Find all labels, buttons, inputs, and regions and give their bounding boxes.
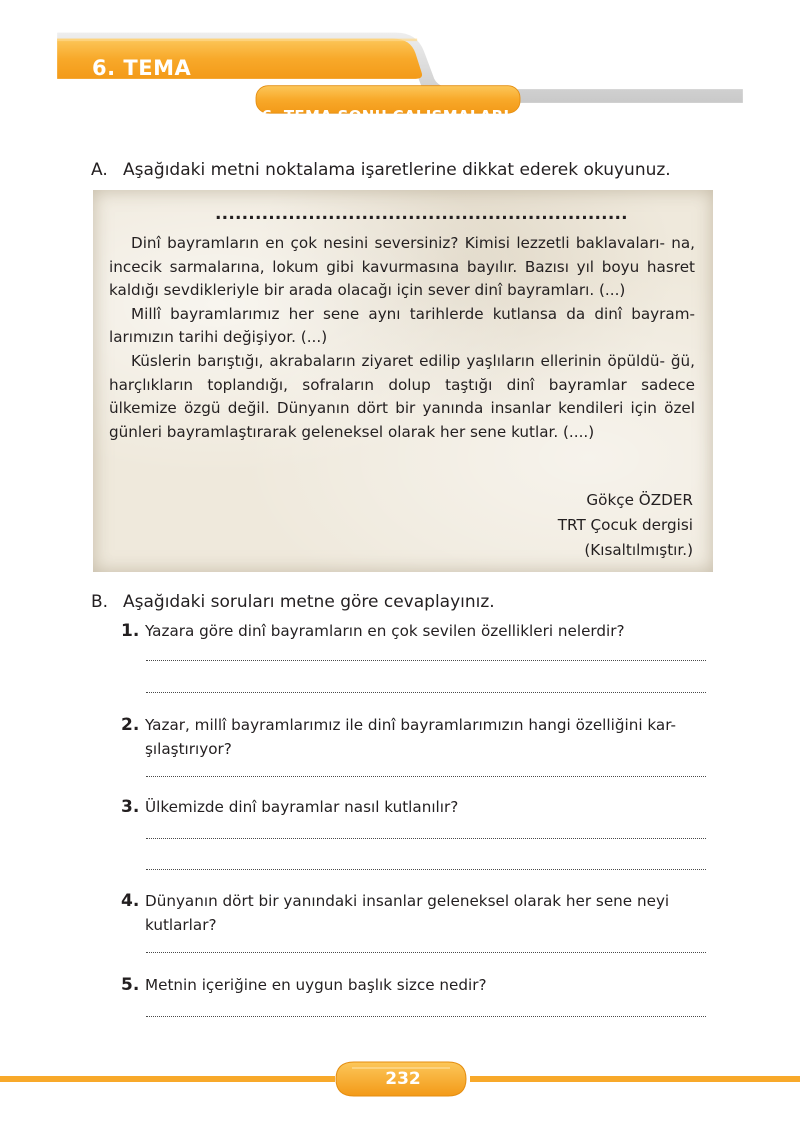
passage-text xyxy=(109,232,695,444)
answer-line-q4[interactable] xyxy=(146,952,706,953)
question-text: Metnin içeriğine en uygun başlık sizce nedir? xyxy=(145,976,487,994)
author-name: Gökçe ÖZDER xyxy=(586,491,693,509)
question-text: Ülkemizde dinî bayramlar nasıl kutlanılır? xyxy=(145,798,459,816)
question-text: Dünyanın dört bir yanındaki insanlar geleneksel olarak her sene neyi xyxy=(145,892,670,910)
passage-attribution xyxy=(558,488,693,563)
question-3 xyxy=(121,796,711,820)
passage-paragraph: Küslerin barıştığı, akrabaların ziyaret edilip yaşlıların ellerinin öpüldü- ğü, harçlıkların toplandığı, sofraların dolup taştığı dinî bayramlar sadece ülkemize özgü değil. Dünyanın dört bir yanında insanlar kendileri için özel günleri bayramlaştırarak geleneksel olarak her sene kutlar. (....) xyxy=(109,351,695,441)
question-number: 1. xyxy=(121,621,140,641)
answer-line-q3-b[interactable] xyxy=(146,869,706,870)
section-title: 6. TEMA SONU ÇALIŞMALARI xyxy=(261,107,510,125)
answer-line-q1-a[interactable] xyxy=(146,660,706,661)
answer-line-q2[interactable] xyxy=(146,776,706,777)
question-text: Yazara göre dinî bayramların en çok sevilen özellikleri nelerdir? xyxy=(145,622,625,640)
question-number: 3. xyxy=(121,797,140,817)
theme-label: 6. TEMA xyxy=(92,56,192,80)
part-a-instruction xyxy=(91,160,671,180)
page-number: 232 xyxy=(385,1069,421,1089)
question-text-continued: kutlarlar? xyxy=(145,915,217,934)
source-name: TRT Çocuk dergisi xyxy=(557,516,693,534)
question-number: 2. xyxy=(121,715,140,735)
answer-line-q1-b[interactable] xyxy=(146,692,706,693)
question-number: 5. xyxy=(121,975,140,995)
question-5 xyxy=(121,974,711,998)
question-number: 4. xyxy=(121,891,140,911)
part-a-letter: A. xyxy=(91,160,108,180)
question-1 xyxy=(121,620,711,644)
answer-line-q5[interactable] xyxy=(146,1016,706,1017)
part-b-letter: B. xyxy=(91,592,109,612)
passage-paragraph: Millî bayramlarımız her sene aynı tarihlerde kutlansa da dinî bayram- larımızın tarihi değişiyor. (...) xyxy=(109,304,695,347)
part-b-instruction xyxy=(91,592,495,612)
question-2 xyxy=(121,714,711,761)
question-text: Yazar, millî bayramlarımız ile dinî bayramlarımızın hangi özelliğini kar- xyxy=(145,716,676,734)
answer-line-q3-a[interactable] xyxy=(146,838,706,839)
passage-paragraph: Dinî bayramların en çok nesini seversiniz? Kimisi lezzetli baklavaları- na, incecik sarmalarına, lokum gibi kavurmasına bayılır. Bazısı yıl boyu hasret kaldığı sevdikleriyle bir arada olacağı için sever dinî bayramları. (...) xyxy=(109,234,695,300)
passage-title-placeholder: .............................................................. xyxy=(215,204,628,224)
question-4 xyxy=(121,890,711,937)
question-text-continued: şılaştırıyor? xyxy=(145,739,232,758)
part-a-text: Aşağıdaki metni noktalama işaretlerine dikkat ederek okuyunuz. xyxy=(123,160,671,180)
part-b-text: Aşağıdaki soruları metne göre cevaplayınız. xyxy=(123,592,495,612)
abridged-note: (Kısaltılmıştır.) xyxy=(584,541,693,559)
